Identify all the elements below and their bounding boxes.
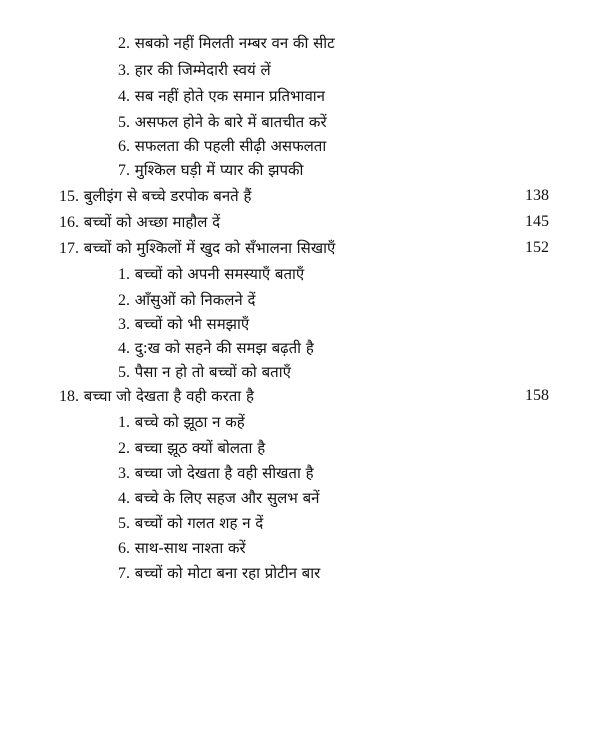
toc-chapter-title: बच्चा जो देखता है वही करता है [83, 387, 254, 405]
toc-subitem-title: आँसुओं को निकलने दें [134, 291, 256, 309]
toc-subitem: 3. बच्चों को भी समझाएँ [118, 315, 250, 333]
toc-page-number: 158 [525, 387, 549, 404]
toc-subitem: 5. बच्चों को गलत शह न दें [118, 514, 264, 532]
toc-subitem: 4. सब नहीं होते एक समान प्रतिभावान [118, 87, 325, 105]
toc-chapter-17[interactable]: 17. बच्चों को मुश्किलों में खुद को सँभालना सिखाएँ 152 [59, 236, 549, 260]
toc-chapter-16[interactable]: 16. बच्चों को अच्छा माहौल दें 145 [59, 210, 549, 234]
toc-subitem: 3. हार की जिम्मेदारी स्वयं लें [118, 61, 271, 79]
toc-subitem-title: असफल होने के बारे में बातचीत करें [134, 113, 327, 131]
toc-subitem-title: मुश्किल घड़ी में प्यार की झपकी [134, 161, 304, 179]
toc-subitem-title: बच्चों को अपनी समस्याएँ बताएँ [134, 265, 305, 283]
toc-subitem: 1. बच्चों को अपनी समस्याएँ बताएँ [118, 265, 305, 283]
toc-chapter-15[interactable]: 15. बुलीइंग से बच्चे डरपोक बनते हैं 138 [59, 184, 549, 208]
toc-chapter-title: बुलीइंग से बच्चे डरपोक बनते हैं [83, 187, 252, 205]
toc-page-number: 138 [525, 187, 549, 204]
toc-subitem-title: बच्चे को झूठा न कहें [134, 413, 245, 431]
toc-chapter-title: बच्चों को मुश्किलों में खुद को सँभालना सिखाएँ [83, 239, 336, 257]
toc-subitem-title: दु:ख को सहने की समझ बढ़ती है [134, 339, 314, 357]
toc-subitem: 1. बच्चे को झूठा न कहें [118, 413, 245, 431]
toc-subitem-title: साथ-साथ नाश्ता करें [134, 539, 246, 557]
toc-subitem: 7. मुश्किल घड़ी में प्यार की झपकी [118, 161, 304, 179]
toc-subitem: 5. असफल होने के बारे में बातचीत करें [118, 113, 327, 131]
toc-subitem-title: बच्चों को भी समझाएँ [134, 315, 250, 333]
toc-subitem: 3. बच्चा जो देखता है वही सीखता है [118, 464, 314, 482]
toc-subitem-title: बच्चा जो देखता है वही सीखता है [134, 464, 314, 482]
toc-subitem-title: पैसा न हो तो बच्चों को बताएँ [134, 363, 291, 381]
toc-subitem-title: सब नहीं होते एक समान प्रतिभावान [134, 87, 325, 105]
toc-subitem: 6. सफलता की पहली सीढ़ी असफलता [118, 137, 327, 155]
toc-subitem-title: सबको नहीं मिलती नम्बर वन की सीट [134, 34, 335, 52]
toc-subitem-title: सफलता की पहली सीढ़ी असफलता [134, 137, 327, 155]
toc-page-number: 152 [525, 239, 549, 256]
toc-chapter-title: बच्चों को अच्छा माहौल दें [83, 213, 221, 231]
toc-subitem: 2. आँसुओं को निकलने दें [118, 291, 256, 309]
toc-subitem-title: बच्चे के लिए सहज और सुलभ बनें [134, 489, 320, 507]
toc-subitem-title: बच्चा झूठ क्यों बोलता है [134, 439, 266, 457]
toc-subitem-title: बच्चों को मोटा बना रहा प्रोटीन बार [134, 564, 321, 582]
toc-subitem: 4. बच्चे के लिए सहज और सुलभ बनें [118, 489, 320, 507]
toc-subitem: 2. सबको नहीं मिलती नम्बर वन की सीट [118, 34, 335, 52]
toc-subitem: 2. बच्चा झूठ क्यों बोलता है [118, 439, 266, 457]
toc-subitem: 4. दु:ख को सहने की समझ बढ़ती है [118, 339, 314, 357]
toc-subitem: 5. पैसा न हो तो बच्चों को बताएँ [118, 363, 291, 381]
toc-chapter-18[interactable]: 18. बच्चा जो देखता है वही करता है 158 [59, 384, 549, 408]
toc-subitem: 6. साथ-साथ नाश्ता करें [118, 539, 246, 557]
toc-page-number: 145 [525, 213, 549, 230]
toc-subitem-title: हार की जिम्मेदारी स्वयं लें [134, 61, 271, 79]
toc-subitem: 7. बच्चों को मोटा बना रहा प्रोटीन बार [118, 564, 321, 582]
toc-subitem-title: बच्चों को गलत शह न दें [134, 514, 264, 532]
